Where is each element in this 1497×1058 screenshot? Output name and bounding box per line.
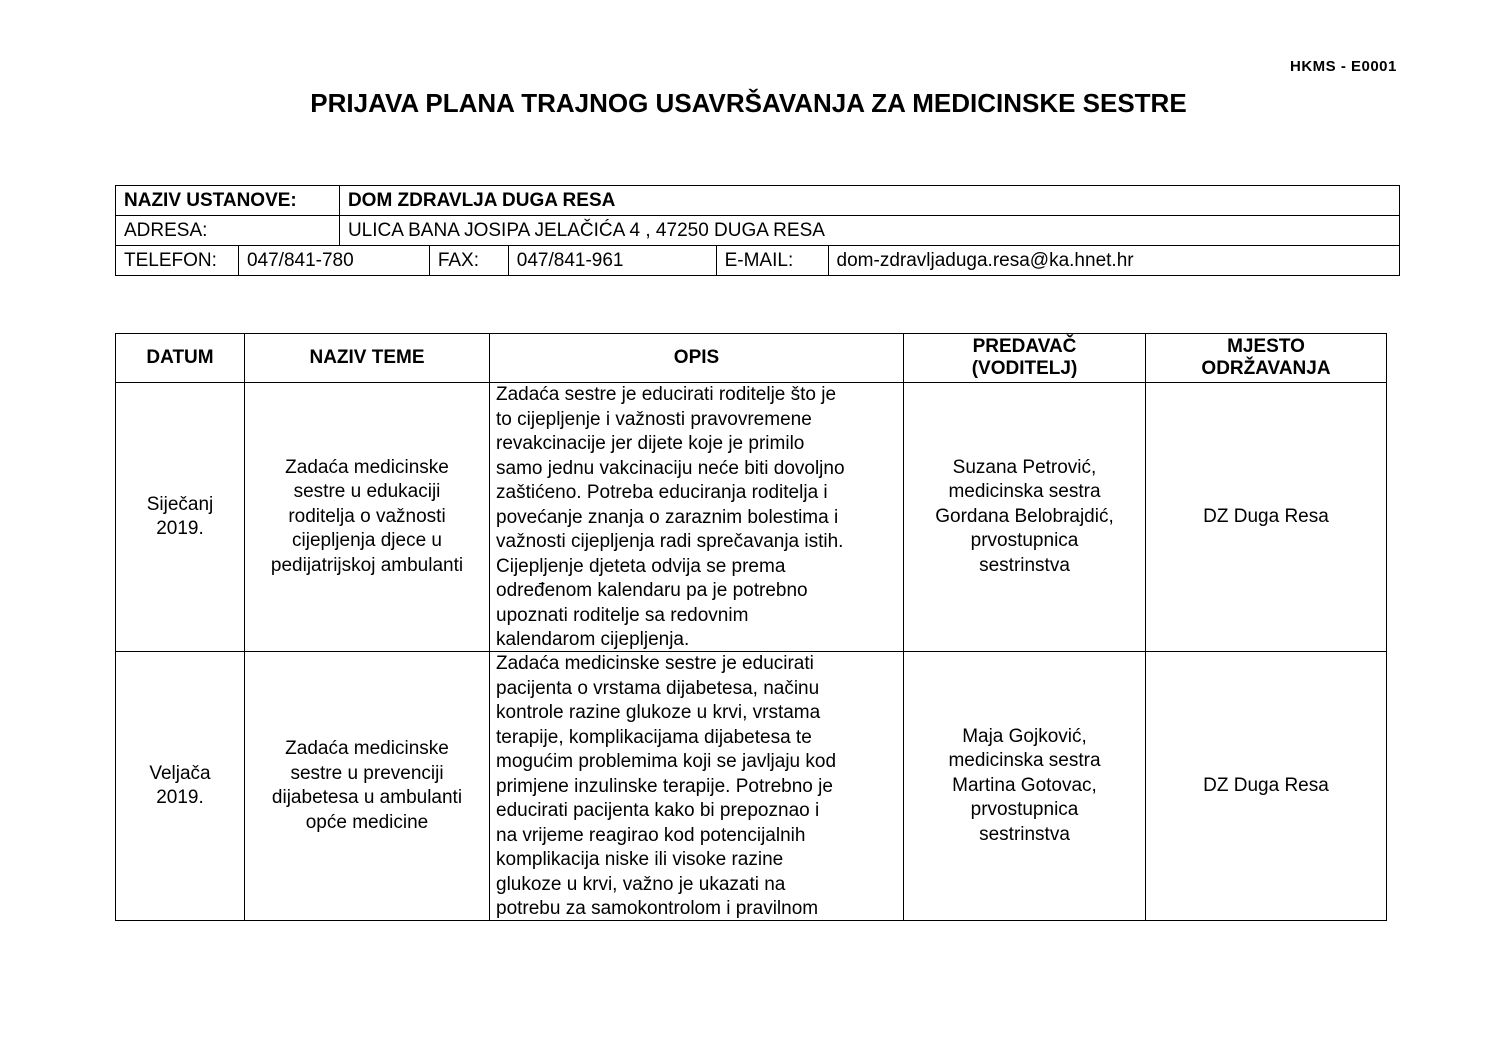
row-place: DZ Duga Resa [1146, 652, 1387, 921]
description-line: Cijepljenje djeteta odvija se prema [496, 555, 786, 577]
description-line: komplikacija niske ili visoke razine [496, 849, 784, 870]
form-code: HKMS - E0001 [1290, 58, 1397, 75]
topic-line: sestre u edukaciji [293, 481, 441, 503]
lecturer-line: sestrinstva [979, 823, 1070, 845]
lecturer-line: Suzana Petrović, [952, 456, 1097, 478]
description-line: potrebu za samokontrolom i pravilnom [496, 898, 819, 919]
page-title: PRIJAVA PLANA TRAJNOG USAVRŠAVANJA ZA MEDICINSKE SESTRE [310, 88, 1187, 118]
description-line: pacijenta o vrstama dijabetesa, načinu [496, 677, 820, 699]
institution-address-row [116, 216, 1400, 246]
header-description: OPIS [490, 334, 904, 383]
institution-name-label: NAZIV USTANOVE: [116, 186, 340, 216]
institution-table [115, 185, 1400, 276]
plan-table [115, 333, 1387, 921]
table-row [116, 652, 1387, 921]
description-line: mogućim problemima koji se javljaju kod [496, 751, 837, 772]
header-lecturer-line2: (VODITELJ) [971, 358, 1078, 379]
date-month: Siječanj [146, 493, 214, 515]
table-row [116, 383, 1387, 652]
description-line: revakcinacije jer dijete koje je primilo [496, 433, 805, 454]
topic-line: opće medicine [305, 811, 429, 833]
topic-line: sestre u prevenciji [290, 762, 444, 784]
description-line: zaštićeno. Potreba educiranja roditelja i [496, 482, 828, 503]
description-line: primjene inzulinske terapije. Potrebno je [496, 775, 833, 797]
lecturer-line: Martina Gotovac, [952, 774, 1097, 796]
topic-line: dijabetesa u ambulanti [271, 787, 463, 808]
row-topic [245, 652, 490, 921]
topic-line: roditelja o važnosti [288, 505, 446, 527]
description-line: kalendarom cijepljenja. [496, 629, 690, 650]
header-place-line2: ODRŽAVANJA [1201, 358, 1331, 379]
header-date: DATUM [116, 334, 245, 383]
description-line: terapije, komplikacijama dijabetesa te [496, 726, 812, 748]
email-value: dom-zdravljaduga.resa@ka.hnet.hr [828, 246, 1399, 276]
row-lecturer [904, 383, 1146, 652]
header-place-line1: MJESTO [1227, 336, 1305, 357]
description-line: na vrijeme reagirao kod potencijalnih [496, 824, 806, 846]
fax-label: FAX: [429, 246, 508, 276]
header-place [1146, 334, 1387, 383]
topic-line: Zadaća medicinske [285, 456, 449, 478]
row-lecturer [904, 652, 1146, 921]
row-topic [245, 383, 490, 652]
phone-value: 047/841-780 [238, 246, 429, 276]
description-line: važnosti cijepljenja radi sprečavanja istih. [496, 531, 844, 552]
fax-value: 047/841-961 [508, 246, 716, 276]
description-line: upoznati roditelje sa redovnim [496, 604, 749, 626]
topic-line: Zadaća medicinske [285, 738, 449, 759]
lecturer-line: Maja Gojković, [962, 725, 1087, 747]
institution-name-value: DOM ZDRAVLJA DUGA RESA [339, 186, 1399, 216]
description-line: Zadaća sestre je educirati roditelje što je [496, 384, 837, 405]
description-line: to cijepljenje i važnosti pravovremene [496, 408, 812, 430]
header-topic: NAZIV TEME [245, 334, 490, 383]
address-value: ULICA BANA JOSIPA JELAČIĆA 4 , 47250 DUGA RESA [339, 216, 1399, 246]
row-place: DZ Duga Resa [1146, 383, 1387, 652]
description-line: povećanje znanja o zaraznim bolestima i [496, 506, 839, 528]
lecturer-line: prvostupnica [970, 530, 1079, 552]
address-label: ADRESA: [116, 216, 340, 246]
lecturer-line: Gordana Belobrajdić, [935, 505, 1114, 527]
description-line: samo jednu vakcinaciju neće biti dovoljno [496, 457, 845, 479]
plan-header-row [116, 334, 1387, 383]
lecturer-line: medicinska sestra [948, 750, 1101, 772]
row-description [490, 383, 904, 652]
header-lecturer-line1: PREDAVAČ [972, 336, 1077, 357]
lecturer-line: medicinska sestra [948, 481, 1101, 503]
row-description [490, 652, 904, 921]
email-label: E-MAIL: [716, 246, 828, 276]
header-lecturer [904, 334, 1146, 383]
topic-line: cijepljenja djece u [292, 530, 442, 552]
date-month: Veljača [149, 762, 211, 784]
date-year: 2019. [156, 787, 204, 808]
description-line: kontrole razine glukoze u krvi, vrstama [496, 702, 821, 723]
phone-label: TELEFON: [116, 246, 239, 276]
description-line: Zadaća medicinske sestre je educirati [496, 653, 814, 674]
description-line: educirati pacijenta kako bi prepoznao i [496, 800, 820, 821]
topic-line: pedijatrijskoj ambulanti [270, 554, 464, 576]
institution-name-row [116, 186, 1400, 216]
description-line: određenom kalendaru pa je potrebno [496, 580, 808, 601]
row-date [116, 652, 245, 921]
description-line: glukoze u krvi, važno je ukazati na [496, 873, 786, 895]
lecturer-line: sestrinstva [979, 554, 1070, 576]
lecturer-line: prvostupnica [970, 799, 1079, 821]
institution-contact-row [116, 246, 1400, 276]
row-date [116, 383, 245, 652]
date-year: 2019. [156, 518, 204, 539]
